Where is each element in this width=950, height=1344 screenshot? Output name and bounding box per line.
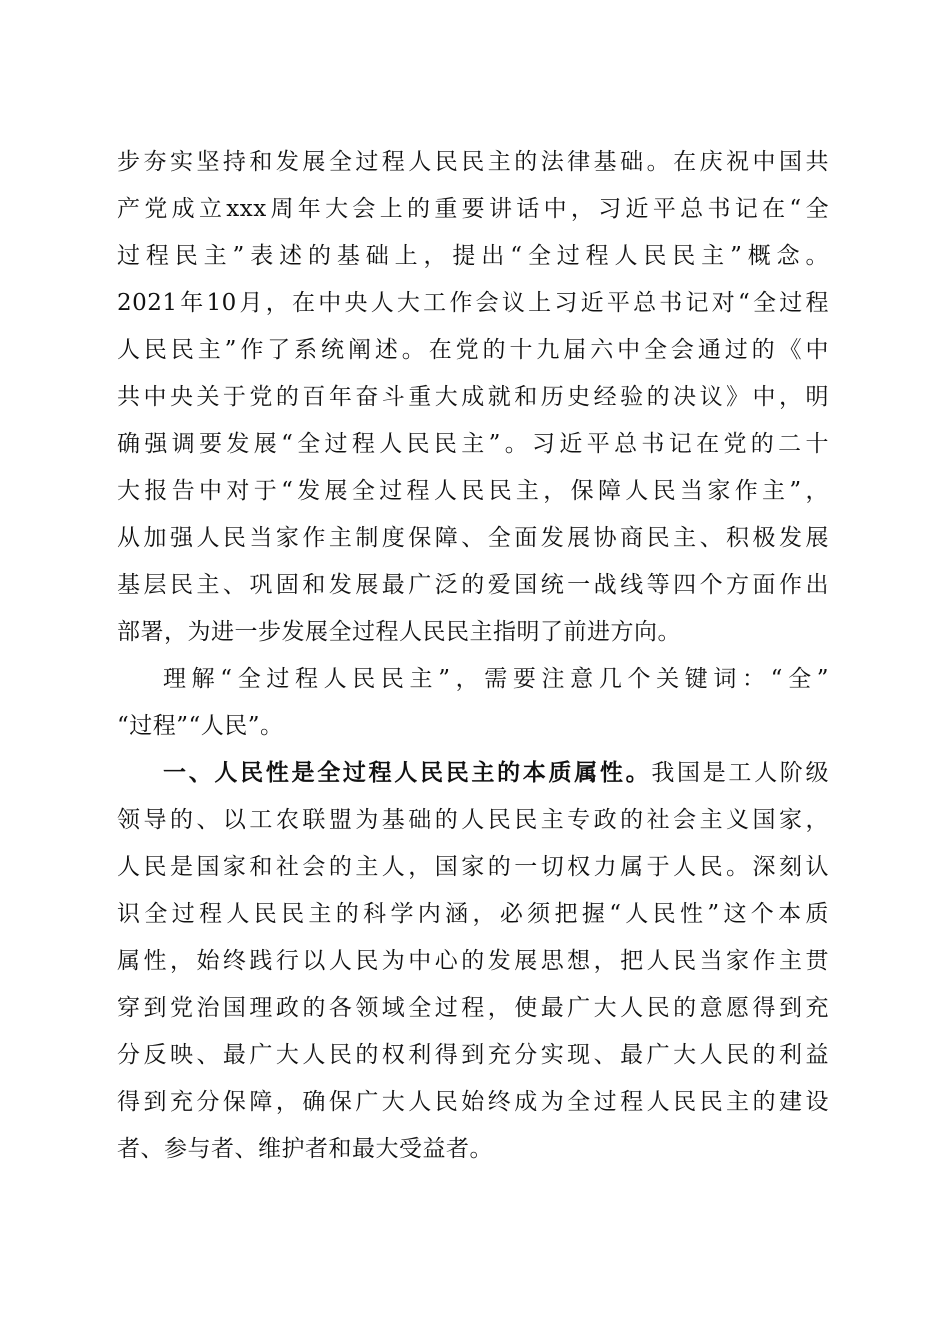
text-line: 部署，为进一步发展全过程人民民主指明了前进方向。 [117, 619, 681, 645]
section-heading: 一、人民性是全过程人民民主的本质属性。 [163, 760, 652, 786]
text-line: 领导的、以工农联盟为基础的人民民主专政的社会主义国家， [117, 807, 829, 833]
text-line: 属性，始终践行以人民为中心的发展思想，把人民当家作主贯 [117, 948, 829, 974]
section-1 [117, 750, 829, 1173]
section-heading-line [117, 750, 829, 797]
text-line: 从加强人民当家作主制度保障、全面发展协商民主、积极发展 [117, 525, 829, 551]
text-line: 2021年10月，在中央人大工作会议上习近平总书记对“全过程 [117, 290, 829, 316]
text-line: 大报告中对于“发展全过程人民民主，保障人民当家作主”， [117, 478, 829, 504]
text-line: 分反映、最广大人民的权利得到充分实现、最广大人民的利益 [117, 1042, 829, 1068]
text-line: 者、参与者、维护者和最大受益者。 [117, 1136, 493, 1162]
text-line: 人民是国家和社会的主人，国家的一切权力属于人民。深刻认 [117, 854, 829, 880]
text-line: 理解“全过程人民民主”，需要注意几个关键词：“全” [163, 666, 829, 692]
text-line: 识全过程人民民主的科学内涵，必须把握“人民性”这个本质 [117, 901, 829, 927]
document-body [117, 139, 829, 1173]
text-line: “过程”“人民”。 [117, 713, 284, 739]
text-line: 步夯实坚持和发展全过程人民民主的法律基础。在庆祝中国共 [117, 149, 829, 175]
text-line: 产党成立xxx周年大会上的重要讲话中，习近平总书记在“全 [117, 196, 829, 222]
text-line: 穿到党治国理政的各领域全过程，使最广大人民的意愿得到充 [117, 995, 829, 1021]
text-line: 过程民主”表述的基础上，提出“全过程人民民主”概念。 [117, 243, 829, 269]
text-line: 人民民主”作了系统阐述。在党的十九届六中全会通过的《中 [117, 337, 829, 363]
section-heading-rest: 我国是工人阶级 [651, 760, 829, 786]
paragraph-1 [117, 139, 829, 656]
text-line: 得到充分保障，确保广大人民始终成为全过程人民民主的建设 [117, 1089, 829, 1115]
text-line: 基层民主、巩固和发展最广泛的爱国统一战线等四个方面作出 [117, 572, 829, 598]
text-line: 共中央关于党的百年奋斗重大成就和历史经验的决议》中，明 [117, 384, 829, 410]
text-line: 确强调要发展“全过程人民民主”。习近平总书记在党的二十 [117, 431, 829, 457]
paragraph-2 [117, 656, 829, 750]
